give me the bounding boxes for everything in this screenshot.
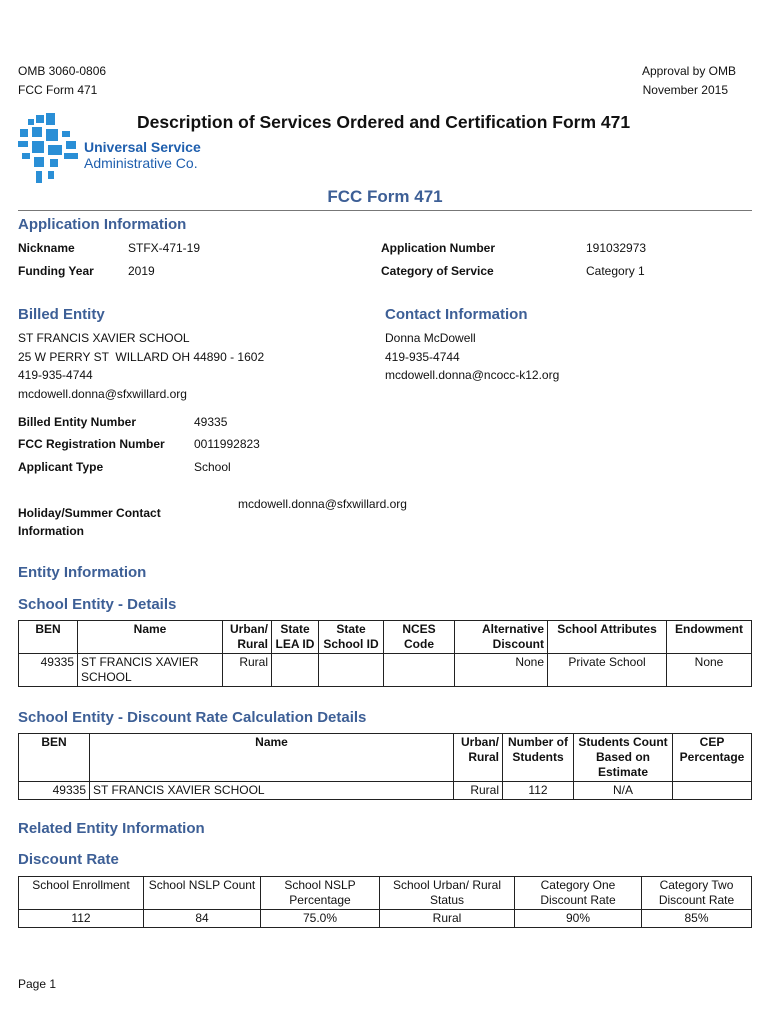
col-school-attributes: School Attributes — [548, 621, 667, 654]
page-number: Page 1 — [18, 977, 57, 991]
billed-entity-address: 25 W PERRY ST WILLARD OH 44890 - 1602 — [18, 350, 265, 364]
col-school-enrollment: School Enrollment — [19, 877, 144, 910]
col-urban-rural: Urban/ Rural — [223, 621, 272, 654]
related-entity-heading: Related Entity Information — [18, 820, 205, 837]
funding-year-value: 2019 — [128, 264, 155, 278]
col-category-one-rate: Category One Discount Rate — [515, 877, 642, 910]
cell-nces-code — [384, 654, 455, 687]
contact-email: mcdowell.donna@ncocc-k12.org — [385, 368, 560, 382]
discount-calc-heading: School Entity - Discount Rate Calculation Details — [18, 709, 367, 726]
ben-label: Billed Entity Number — [18, 415, 137, 429]
table-row — [19, 782, 752, 800]
cell-nslp-count: 84 — [144, 910, 261, 928]
omb-number: OMB 3060-0806 — [18, 64, 107, 78]
ben-value: 49335 — [194, 415, 228, 429]
cell-name: ST FRANCIS XAVIER SCHOOL — [90, 782, 454, 800]
frn-label: FCC Registration Number — [18, 437, 165, 451]
cell-state-lea-id — [272, 654, 319, 687]
col-name: Name — [78, 621, 223, 654]
frn-value: 0011992823 — [194, 437, 260, 451]
table-row — [19, 654, 752, 687]
table-row — [19, 910, 752, 928]
title-divider — [18, 210, 752, 211]
cell-school-enrollment: 112 — [19, 910, 144, 928]
form-subtitle: FCC Form 471 — [327, 187, 443, 206]
holiday-contact-value: mcdowell.donna@sfxwillard.org — [238, 497, 407, 511]
logo-line1: Universal Service — [84, 139, 201, 155]
discount-calc-table — [18, 733, 752, 800]
usac-logo-icon — [14, 113, 84, 185]
funding-year-label: Funding Year — [18, 264, 94, 278]
col-nslp-percentage: School NSLP Percentage — [261, 877, 380, 910]
category-label: Category of Service — [381, 264, 494, 278]
category-value: Category 1 — [586, 264, 645, 278]
discount-rate-heading: Discount Rate — [18, 851, 119, 868]
cell-ben: 49335 — [19, 782, 90, 800]
cell-endowment: None — [667, 654, 752, 687]
table-header-row — [19, 734, 752, 782]
billed-entity-heading: Billed Entity — [18, 306, 105, 323]
cell-urban-rural: Rural — [454, 782, 503, 800]
col-endowment: Endowment — [667, 621, 752, 654]
application-number-value: 191032973 — [586, 241, 647, 255]
application-number-label: Application Number — [381, 241, 496, 255]
cell-urban-rural-status: Rural — [380, 910, 515, 928]
cell-number-of-students: 112 — [503, 782, 574, 800]
logo-line2: Administrative Co. — [84, 155, 198, 171]
col-category-two-rate: Category Two Discount Rate — [642, 877, 752, 910]
cell-name: ST FRANCIS XAVIER SCHOOL — [78, 654, 223, 687]
col-alternative-discount: Alternative Discount — [455, 621, 548, 654]
form-number: FCC Form 471 — [18, 83, 98, 97]
col-ben: BEN — [19, 621, 78, 654]
contact-name: Donna McDowell — [385, 331, 476, 345]
discount-rate-table — [18, 876, 752, 928]
cell-category-one-rate: 90% — [515, 910, 642, 928]
cell-cep-percentage — [673, 782, 752, 800]
nickname-value: STFX-471-19 — [128, 241, 201, 255]
cell-school-attributes: Private School — [548, 654, 667, 687]
applicant-type-label: Applicant Type — [18, 460, 104, 474]
billed-entity-email: mcdowell.donna@sfxwillard.org — [18, 387, 187, 401]
col-urban-rural-status: School Urban/ Rural Status — [380, 877, 515, 910]
billed-entity-phone: 419-935-4744 — [18, 368, 93, 382]
application-heading: Application Information — [18, 216, 187, 233]
col-ben: BEN — [19, 734, 90, 782]
form-date: November 2015 — [642, 83, 728, 97]
cell-alternative-discount: None — [455, 654, 548, 687]
applicant-type-value: School — [194, 460, 231, 474]
cell-nslp-percentage: 75.0% — [261, 910, 380, 928]
billed-entity-name: ST FRANCIS XAVIER SCHOOL — [18, 331, 190, 345]
col-number-of-students: Number of Students — [503, 734, 574, 782]
form-title: Description of Services Ordered and Certification Form 471 — [137, 112, 631, 132]
cell-state-school-id — [319, 654, 384, 687]
col-urban-rural: Urban/ Rural — [454, 734, 503, 782]
table-header-row — [19, 621, 752, 654]
table-header-row — [19, 877, 752, 910]
omb-approval: Approval by OMB — [641, 64, 736, 78]
holiday-contact-label-2: Information — [18, 524, 84, 538]
entity-heading: Entity Information — [18, 564, 147, 581]
school-details-heading: School Entity - Details — [18, 596, 177, 613]
col-students-estimate: Students Count Based on Estimate — [574, 734, 673, 782]
holiday-contact-label-1: Holiday/Summer Contact — [18, 506, 161, 520]
cell-students-estimate: N/A — [574, 782, 673, 800]
nickname-label: Nickname — [18, 241, 75, 255]
cell-ben: 49335 — [19, 654, 78, 687]
cell-category-two-rate: 85% — [642, 910, 752, 928]
col-cep-percentage: CEP Percentage — [673, 734, 752, 782]
col-nslp-count: School NSLP Count — [144, 877, 261, 910]
col-state-lea-id: State LEA ID — [272, 621, 319, 654]
contact-heading: Contact Information — [385, 306, 528, 323]
contact-phone: 419-935-4744 — [385, 350, 460, 364]
cell-urban-rural: Rural — [223, 654, 272, 687]
school-details-table — [18, 620, 752, 687]
col-nces-code: NCES Code — [384, 621, 455, 654]
col-name: Name — [90, 734, 454, 782]
col-state-school-id: State School ID — [319, 621, 384, 654]
